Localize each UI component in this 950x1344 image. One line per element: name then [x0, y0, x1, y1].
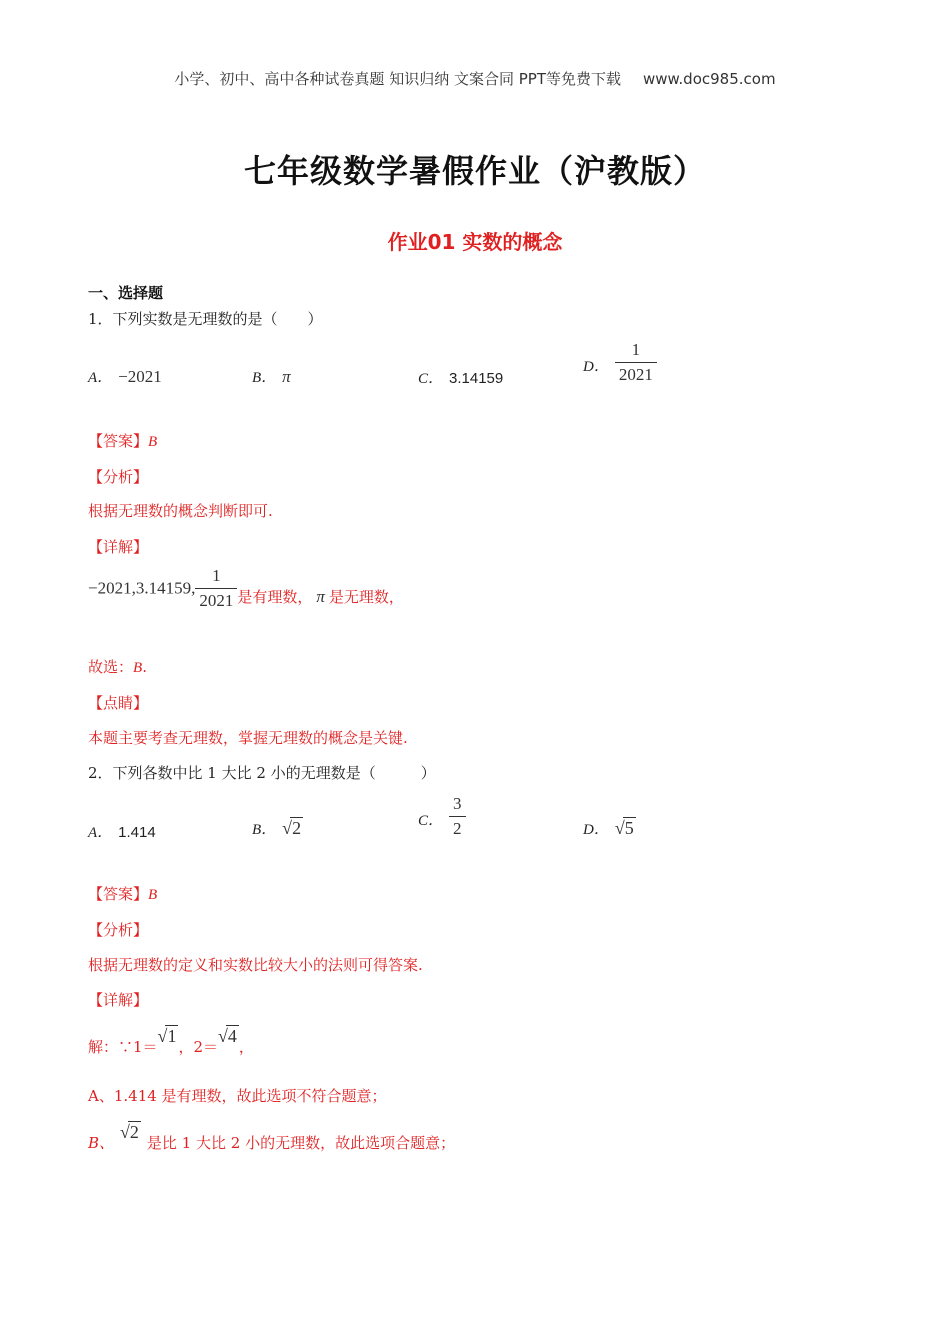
q1-option-a: [88, 366, 162, 387]
q1-option-c: [418, 367, 503, 388]
q1-option-b: [252, 366, 291, 387]
q1-detail-line: [88, 566, 404, 611]
q2-detail-radicand2: 4: [227, 1026, 237, 1046]
q2-option-c-fraction: [449, 794, 466, 839]
q2-detail-tag: 【详解】: [88, 991, 149, 1009]
q1-option-d: [583, 340, 657, 385]
q2-detail-sqrt2: √4: [217, 1026, 237, 1046]
q1-detail-fraction: [195, 566, 237, 611]
q1-detail-numerator: 1: [212, 566, 221, 585]
q2-option-c-label: C．: [418, 812, 444, 829]
q1-option-d-fraction: [615, 340, 657, 385]
q1-choose: [88, 656, 147, 677]
q1-analysis: 根据无理数的概念判断即可.: [88, 502, 273, 520]
q2-detail-radicand1: 1: [167, 1026, 177, 1046]
q2-option-b-radicand: 2: [292, 818, 302, 838]
q1-option-b-value: π: [282, 367, 291, 386]
q1-answer-tag: 【答案】: [88, 432, 149, 450]
q2-answer-value: B: [148, 887, 158, 903]
q2-answer: [88, 883, 157, 904]
q1-option-c-label: C．: [418, 371, 444, 387]
q2-detail-end: ，: [238, 1038, 254, 1056]
q1-detail-tag: 【详解】: [88, 538, 149, 556]
q1-option-d-label: D．: [583, 358, 609, 375]
q1-choose-end: .: [142, 658, 147, 676]
q1-detail-text2: 是无理数，: [328, 588, 404, 606]
q2-option-d: [583, 818, 636, 839]
q2-option-d-radicand: 5: [624, 818, 634, 838]
q1-option-d-denominator: 2021: [615, 362, 657, 385]
q2-option-c: [418, 794, 466, 839]
q1-detail-denominator: 2021: [195, 588, 237, 611]
q2-option-a: [88, 821, 156, 842]
q2-analysis: 根据无理数的定义和实数比较大小的法则可得答案.: [88, 956, 423, 974]
q1-option-b-label: B．: [252, 370, 277, 386]
q1-note-tag: 【点睛】: [88, 694, 149, 712]
q2-detail-prefix: 解：∵1＝: [88, 1038, 158, 1056]
q2-line-b-radicand: 2: [129, 1122, 139, 1142]
page-subtitle: 作业01 实数的概念: [387, 230, 563, 254]
page-header: [0, 68, 950, 89]
q2-option-c-denominator: 2: [449, 816, 466, 839]
q2-line-b: [88, 1122, 456, 1152]
q1-detail-math: −2021,3.14159,: [88, 578, 196, 598]
q2-line-b-prefix: B、: [88, 1134, 115, 1152]
q2-answer-tag: 【答案】: [88, 885, 149, 903]
q1-answer: [88, 430, 157, 451]
q1-choose-value: B: [133, 660, 143, 676]
q1-analysis-tag: 【分析】: [88, 468, 149, 486]
section-heading: 一、选择题: [88, 284, 164, 302]
q1-detail-text1: 是有理数，: [237, 588, 313, 606]
q1-option-a-value: −2021: [118, 367, 162, 386]
q2-stem: 2．下列各数中比 1 大比 2 小的无理数是（ ）: [88, 764, 436, 782]
q2-option-b: [252, 818, 303, 839]
header-site-link[interactable]: www.doc985.com: [642, 70, 776, 88]
q2-analysis-tag: 【分析】: [88, 921, 149, 939]
q1-choose-text: 故选：: [88, 658, 134, 676]
header-text: 小学、初中、高中各种试卷真题 知识归纳 文案合同 PPT等免费下载: [174, 70, 621, 88]
q1-option-c-value: 3.14159: [449, 370, 504, 387]
page-title: 七年级数学暑假作业（沪教版）: [243, 152, 706, 190]
q2-option-b-sqrt: √2: [282, 818, 302, 838]
q2-line-b-text: 是比 1 大比 2 小的无理数，故此选项合题意；: [146, 1134, 456, 1152]
q1-stem: 1．下列实数是无理数的是（ ）: [88, 310, 323, 328]
q1-detail-pi: π: [316, 586, 325, 606]
q1-note: 本题主要考查无理数，掌握无理数的概念是关键.: [88, 729, 408, 747]
q2-detail-sqrt1: √1: [157, 1026, 177, 1046]
q1-option-a-label: A．: [88, 370, 113, 386]
q2-option-d-sqrt: √5: [614, 818, 634, 838]
q2-detail-line: [88, 1026, 254, 1056]
q2-option-b-label: B．: [252, 822, 277, 838]
q2-option-a-value: 1.414: [118, 824, 156, 841]
q2-detail-mid: ，2＝: [178, 1038, 218, 1056]
q2-option-c-numerator: 3: [453, 794, 462, 813]
q1-option-d-numerator: 1: [631, 340, 641, 359]
q2-option-a-label: A．: [88, 825, 113, 841]
q2-line-b-sqrt: √2: [120, 1122, 139, 1142]
q2-line-a: A、1.414 是有理数，故此选项不符合题意；: [88, 1087, 387, 1105]
q1-answer-value: B: [148, 434, 158, 450]
q2-option-d-label: D．: [583, 822, 609, 838]
